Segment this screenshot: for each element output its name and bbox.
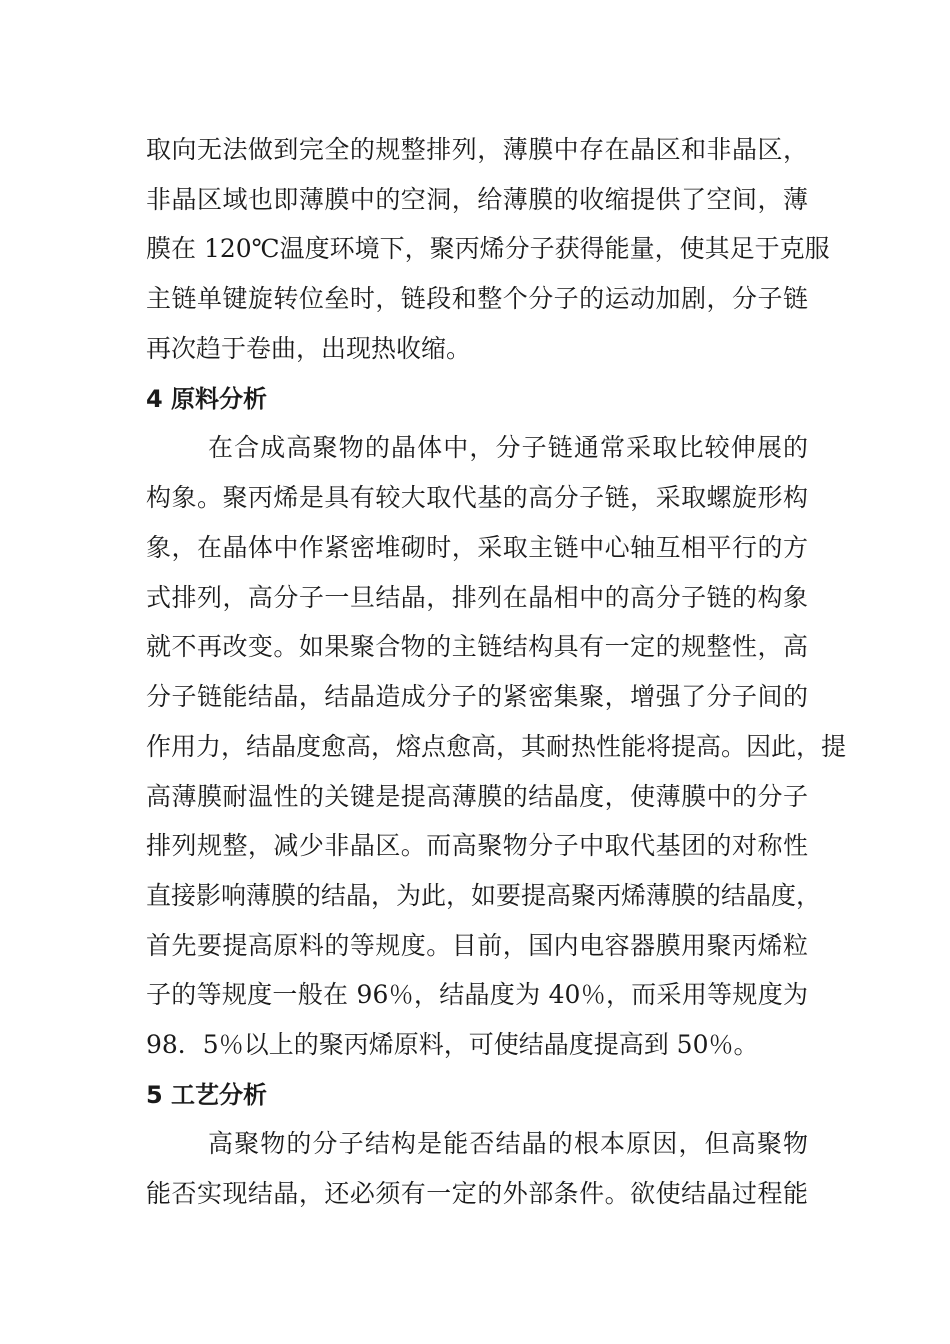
section-4-line-6: 分子链能结晶，结晶造成分子的紧密集聚，增强了分子间的 — [146, 682, 808, 711]
section-4-heading: 4 原料分析 — [146, 385, 268, 413]
section-4-line-5: 就不再改变。如果聚合物的主链结构具有一定的规整性，高 — [146, 632, 808, 661]
section-5-line-2: 能否实现结晶，还必须有一定的外部条件。欲使结晶过程能 — [146, 1179, 808, 1208]
section-4-line-7: 作用力，结晶度愈高，熔点愈高，其耐热性能将提高。因此，提 — [146, 732, 847, 761]
section-4-line-12: 子的等规度一般在 96％，结晶度为 40％，而采用等规度为 — [146, 980, 808, 1009]
paragraph-1-line-4: 主链单键旋转位垒时，链段和整个分子的运动加剧，分子链 — [146, 284, 808, 313]
section-4-line-1: 在合成高聚物的晶体中，分子链通常采取比较伸展的 — [208, 433, 808, 462]
section-4-line-13: 98．5％以上的聚丙烯原料，可使结晶度提高到 50％。 — [146, 1030, 759, 1059]
section-4-line-3: 象，在晶体中作紧密堆砌时，采取主链中心轴互相平行的方 — [146, 533, 808, 562]
section-4-line-9: 排列规整，减少非晶区。而高聚物分子中取代基团的对称性 — [146, 831, 808, 860]
paragraph-1-line-2: 非晶区域也即薄膜中的空洞，给薄膜的收缩提供了空间，薄 — [146, 185, 808, 214]
section-4-line-4: 式排列，高分子一旦结晶，排列在晶相中的高分子链的构象 — [146, 583, 808, 612]
section-5-line-1: 高聚物的分子结构是能否结晶的根本原因，但高聚物 — [208, 1129, 808, 1158]
paragraph-1-line-3: 膜在 120℃温度环境下，聚丙烯分子获得能量，使其足于克服 — [146, 234, 830, 263]
section-4-line-10: 直接影响薄膜的结晶，为此，如要提高聚丙烯薄膜的结晶度， — [146, 881, 822, 910]
paragraph-1-line-1: 取向无法做到完全的规整排列，薄膜中存在晶区和非晶区， — [146, 135, 808, 164]
section-5-heading: 5 工艺分析 — [146, 1081, 268, 1109]
section-4-line-2: 构象。聚丙烯是具有较大取代基的高分子链，采取螺旋形构 — [146, 483, 808, 512]
paragraph-1-line-5: 再次趋于卷曲，出现热收缩。 — [146, 334, 472, 363]
section-4-line-11: 首先要提高原料的等规度。目前，国内电容器膜用聚丙烯粒 — [146, 931, 808, 960]
section-4-line-8: 高薄膜耐温性的关键是提高薄膜的结晶度，使薄膜中的分子 — [146, 782, 808, 811]
